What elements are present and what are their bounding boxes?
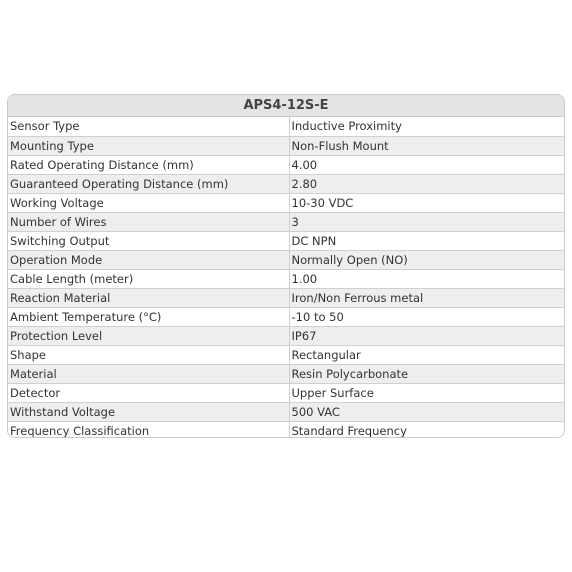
spec-value: 1.00 bbox=[289, 269, 564, 288]
spec-name: Guaranteed Operating Distance (mm) bbox=[8, 174, 289, 193]
table-row bbox=[8, 402, 564, 421]
spec-value: IP67 bbox=[289, 326, 564, 345]
spec-value: 10-30 VDC bbox=[289, 193, 564, 212]
table-row bbox=[8, 212, 564, 231]
spec-value: 3 bbox=[289, 212, 564, 231]
spec-value: Normally Open (NO) bbox=[289, 250, 564, 269]
table-row bbox=[8, 421, 564, 438]
table-row bbox=[8, 326, 564, 345]
spec-name: Mounting Type bbox=[8, 136, 289, 155]
table-row bbox=[8, 364, 564, 383]
spec-name: Reaction Material bbox=[8, 288, 289, 307]
spec-name: Rated Operating Distance (mm) bbox=[8, 155, 289, 174]
spec-name: Material bbox=[8, 364, 289, 383]
table-row bbox=[8, 383, 564, 402]
table-row bbox=[8, 193, 564, 212]
spec-name: Frequency Classification bbox=[8, 421, 289, 438]
spec-table-body bbox=[8, 117, 564, 438]
spec-value: Rectangular bbox=[289, 345, 564, 364]
spec-name: Detector bbox=[8, 383, 289, 402]
spec-value: Resin Polycarbonate bbox=[289, 364, 564, 383]
table-row bbox=[8, 155, 564, 174]
spec-value: DC NPN bbox=[289, 231, 564, 250]
spec-name: Sensor Type bbox=[8, 117, 289, 136]
table-row bbox=[8, 231, 564, 250]
spec-value: Iron/Non Ferrous metal bbox=[289, 288, 564, 307]
spec-name: Cable Length (meter) bbox=[8, 269, 289, 288]
table-row bbox=[8, 117, 564, 136]
spec-name: Switching Output bbox=[8, 231, 289, 250]
spec-value: 2.80 bbox=[289, 174, 564, 193]
table-row bbox=[8, 174, 564, 193]
spec-value: -10 to 50 bbox=[289, 307, 564, 326]
spec-name: Number of Wires bbox=[8, 212, 289, 231]
table-row bbox=[8, 250, 564, 269]
spec-value: Upper Surface bbox=[289, 383, 564, 402]
spec-value: Inductive Proximity bbox=[289, 117, 564, 136]
table-row bbox=[8, 136, 564, 155]
spec-name: Ambient Temperature (°C) bbox=[8, 307, 289, 326]
table-row bbox=[8, 345, 564, 364]
spec-value: 4.00 bbox=[289, 155, 564, 174]
spec-name: Shape bbox=[8, 345, 289, 364]
spec-value: 500 VAC bbox=[289, 402, 564, 421]
spec-name: Protection Level bbox=[8, 326, 289, 345]
table-row bbox=[8, 269, 564, 288]
spec-value: Non-Flush Mount bbox=[289, 136, 564, 155]
spec-value: Standard Frequency bbox=[289, 421, 564, 438]
spec-name: Working Voltage bbox=[8, 193, 289, 212]
table-row bbox=[8, 288, 564, 307]
product-title: APS4-12S-E bbox=[8, 95, 564, 117]
table-row bbox=[8, 307, 564, 326]
spec-table bbox=[8, 117, 564, 438]
spec-table-card bbox=[7, 94, 565, 438]
spec-name: Withstand Voltage bbox=[8, 402, 289, 421]
spec-name: Operation Mode bbox=[8, 250, 289, 269]
